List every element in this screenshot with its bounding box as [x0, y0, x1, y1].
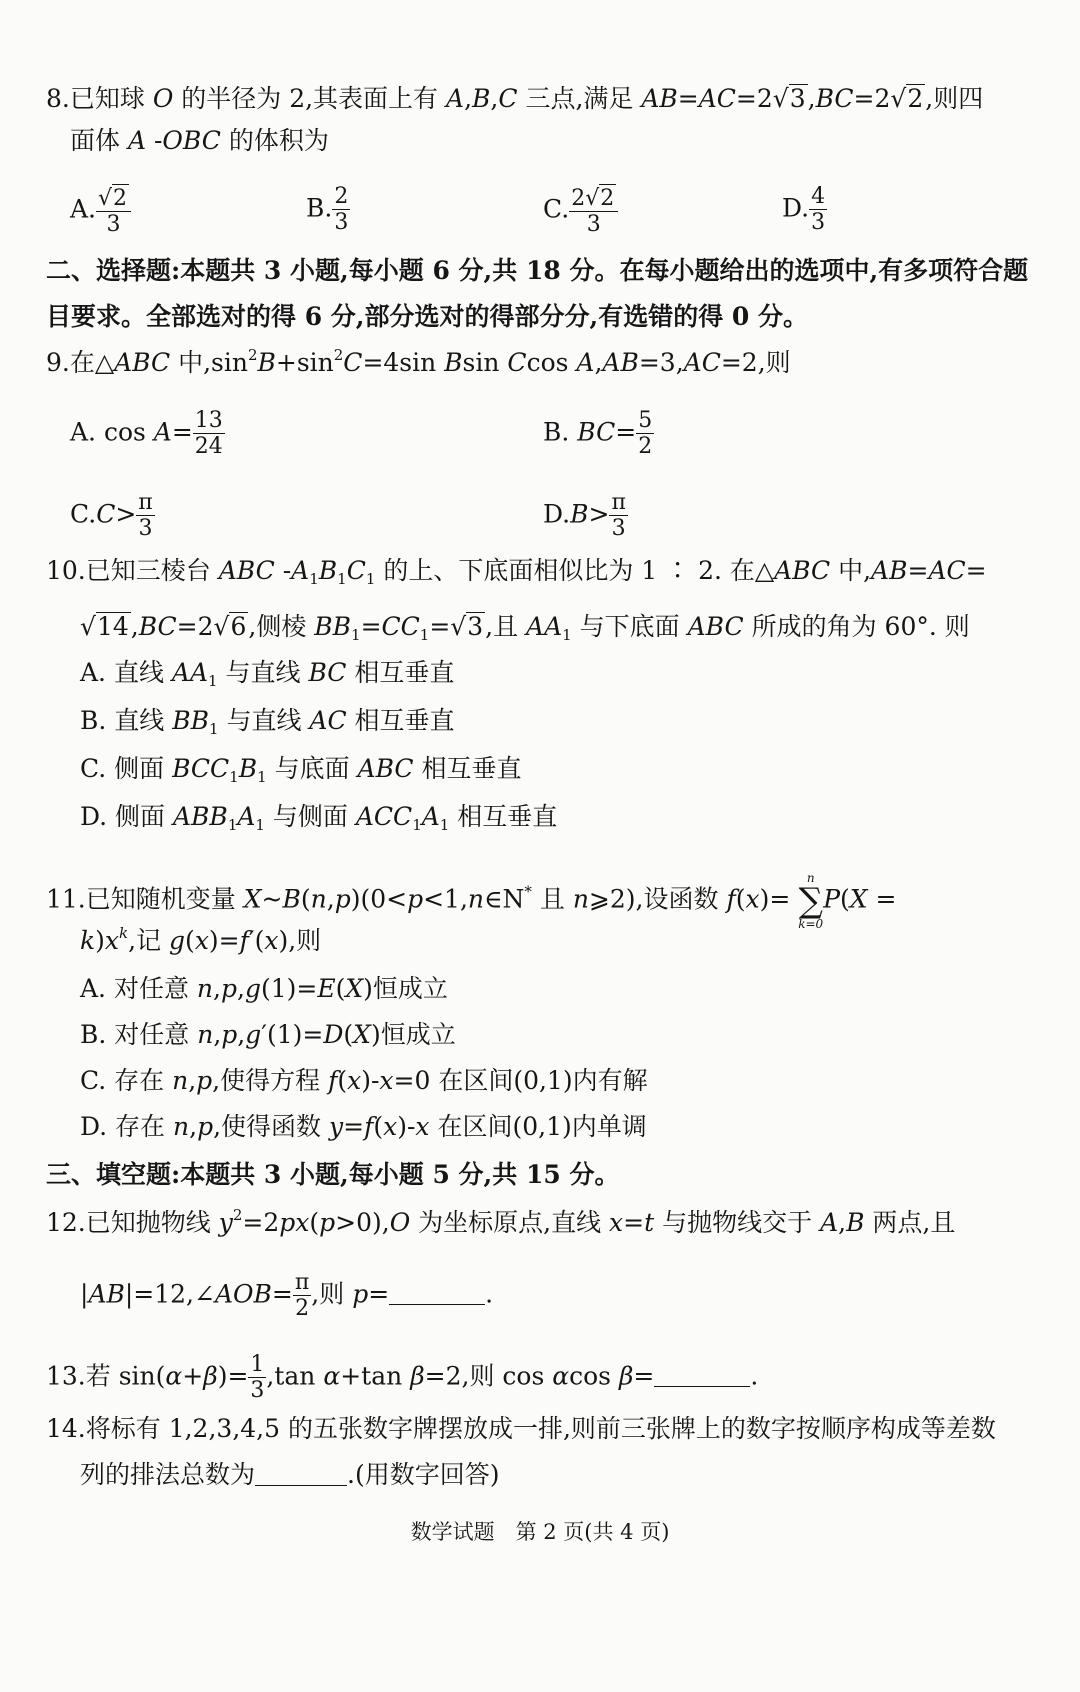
q12-stem-line1: 12.已知抛物线 $y^2=2px(p>0),O$ 为坐标原点,直线 x=t 与抛物线交于 A,B 两点,且 — [46, 1206, 956, 1237]
q8-stem-line1: 8.已知球 O 的半径为 2,其表面上有 A,B,C 三点,满足 AB=AC=2√3,BC=2√2,则四 — [46, 84, 984, 113]
q10-option-c[interactable]: C. 侧面 $BCC_1B_1$ 与底面 ABC 相互垂直 — [80, 754, 522, 786]
q8-stem-line2: 面体 A -OBC 的体积为 — [70, 126, 329, 155]
q11-option-d[interactable]: D. 存在 n,p,使得函数 y=f(x)-x 在区间(0,1)内单调 — [80, 1112, 647, 1141]
q13-stem: 13.若 sin(α+β)= $\frac{1}{3}$ ,tan α+tan β=2,则 cos αcos β= . — [46, 1352, 759, 1404]
section-2-heading-line1: 二、选择题:本题共 3 小题,每小题 6 分,共 18 分。在每小题给出的选项中,有多项符合题 — [46, 256, 1029, 285]
q10-option-d[interactable]: D. 侧面 $ABB_1A_1$ 与侧面 $ACC_1A_1$ 相互垂直 — [80, 802, 558, 834]
q11-option-c[interactable]: C. 存在 n,p,使得方程 f(x)-x=0 在区间(0,1)内有解 — [80, 1066, 648, 1095]
q11-option-b[interactable]: B. 对任意 n,p,g′(1)=D(X)恒成立 — [80, 1020, 456, 1049]
q8-option-d[interactable]: D. $\frac{4}{3}$ — [782, 184, 826, 236]
q14-stem-line2: 列的排法总数为 .(用数字回答) — [80, 1460, 500, 1489]
q12-answer-blank[interactable] — [389, 1282, 485, 1305]
fraction: $\frac{√2}{3}$ — [96, 184, 131, 238]
fraction: $\frac{5}{2}$ — [638, 408, 653, 460]
q13-answer-blank[interactable] — [654, 1364, 750, 1387]
q11-stem-line1: 11.已知随机变量 X~B(n,p)(0<p<1,n∈N* 且 n⩾2),设函数 f(x)= n ∑ k=0 P(X = — [46, 871, 897, 931]
summation-symbol: n ∑ k=0 — [798, 871, 824, 931]
fraction: $\frac{2}{3}$ — [334, 184, 349, 236]
q14-stem-line1: 14.将标有 1,2,3,4,5 的五张数字牌摆放成一排,则前三张牌上的数字按顺序构成等差数 — [46, 1414, 996, 1443]
q8-option-a[interactable]: A. $\frac{√2}{3}$ — [70, 184, 131, 238]
fraction: $\frac{13}{24}$ — [194, 408, 223, 460]
q9-option-c[interactable]: C.C> $\frac{\pi}{3}$ — [70, 490, 153, 542]
section-3-heading: 三、填空题:本题共 3 小题,每小题 5 分,共 15 分。 — [46, 1160, 620, 1189]
q10-stem-line1: 10.已知三棱台 ABC $-A_1B_1C_1$ 的上、下底面相似比为 1 ∶ 2. 在△ABC 中,AB=AC= — [46, 556, 987, 588]
fraction: $\frac{1}{3}$ — [250, 1352, 265, 1404]
q8-option-c[interactable]: C. $\frac{2√2}{3}$ — [543, 184, 618, 238]
q12-stem-line2: |AB|=12,∠AOB= $\frac{\pi}{2}$ ,则 p= . — [80, 1270, 494, 1322]
q10-stem-line2: √14,BC=2√6,侧棱 $BB_1=CC_1=√3$,且 $AA_1$ 与下底面 ABC 所成的角为 60°. 则 — [80, 612, 970, 644]
fraction: $\frac{2√2}{3}$ — [569, 184, 618, 238]
q9-stem: 9.在△ABC 中$,\sin^2B+\sin^2C=4\sin$ Bsin Ccos A,AB=3,AC=2,则 — [46, 346, 791, 377]
q8-option-b[interactable]: B. $\frac{2}{3}$ — [306, 184, 349, 236]
page-footer: 数学试题 第 2 页(共 4 页) — [410, 1520, 670, 1544]
fraction: $\frac{\pi}{3}$ — [138, 490, 153, 542]
q9-option-d[interactable]: D.B> $\frac{\pi}{3}$ — [543, 490, 626, 542]
fraction: $\frac{\pi}{3}$ — [611, 490, 626, 542]
q11-stem-line2: $k)x^k$,记 g(x)=f′(x),则 — [80, 924, 322, 955]
q10-option-a[interactable]: A. 直线 $AA_1$ 与直线 BC 相互垂直 — [80, 658, 455, 690]
q10-option-b[interactable]: B. 直线 $BB_1$ 与直线 AC 相互垂直 — [80, 706, 455, 738]
sqrt-2: √2 — [890, 84, 924, 113]
fraction: $\frac{4}{3}$ — [811, 184, 826, 236]
q9-option-a[interactable]: A. cos A= $\frac{13}{24}$ — [70, 408, 223, 460]
section-2-heading-line2: 目要求。全部选对的得 6 分,部分选对的得部分分,有选错的得 0 分。 — [46, 302, 809, 331]
fraction: $\frac{\pi}{2}$ — [294, 1270, 310, 1322]
q14-answer-blank[interactable] — [255, 1463, 347, 1486]
sqrt-3: √3 — [772, 84, 806, 113]
q9-option-b[interactable]: B. BC= $\frac{5}{2}$ — [543, 408, 653, 460]
q11-option-a[interactable]: A. 对任意 n,p,g(1)=E(X)恒成立 — [80, 974, 448, 1003]
